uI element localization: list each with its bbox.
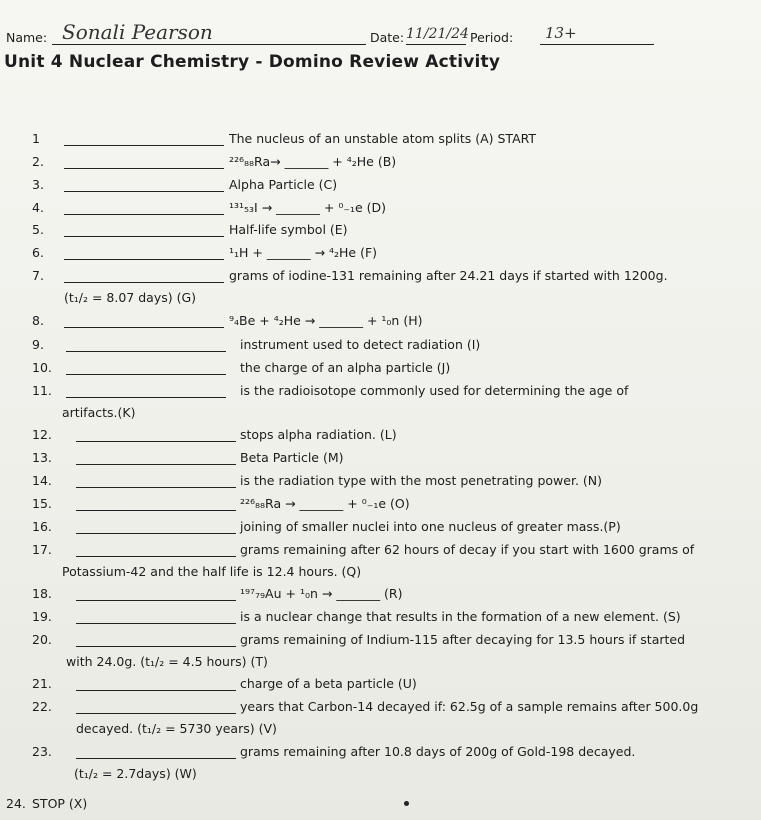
question-number: 7. xyxy=(32,268,44,283)
question-text: The nucleus of an unstable atom splits (A) START xyxy=(229,131,537,146)
question-text-continued: (t₁/₂ = 2.7days) (W) xyxy=(74,766,197,781)
question-text-continued: Potassium-42 and the half life is 12.4 hours. (Q) xyxy=(62,564,362,579)
period-handwritten: 13+ xyxy=(545,24,577,42)
answer-blank[interactable] xyxy=(66,397,226,398)
question-number: 22. xyxy=(32,699,52,714)
answer-blank[interactable] xyxy=(76,600,236,601)
answer-blank[interactable] xyxy=(76,646,236,647)
question-number: 21. xyxy=(32,676,52,691)
worksheet-title: Unit 4 Nuclear Chemistry - Domino Review Activity xyxy=(4,52,501,72)
answer-blank[interactable] xyxy=(64,191,224,192)
question-number: 13. xyxy=(32,450,52,465)
period-label: Period: xyxy=(470,30,514,45)
date-label: Date: xyxy=(370,30,405,45)
question-number: 9. xyxy=(32,337,44,352)
name-line xyxy=(52,44,366,45)
question-number: 17. xyxy=(32,542,52,557)
question-text: grams remaining of Indium-115 after decaying for 13.5 hours if started xyxy=(240,632,686,647)
question-number: 24. xyxy=(6,796,26,811)
question-text-continued: (t₁/₂ = 8.07 days) (G) xyxy=(64,290,197,305)
question-text-continued: decayed. (t₁/₂ = 5730 years) (V) xyxy=(76,721,277,736)
question-number: 3. xyxy=(32,177,44,192)
question-number: 20. xyxy=(32,632,52,647)
answer-blank[interactable] xyxy=(76,464,236,465)
question-number: 5. xyxy=(32,222,44,237)
question-text-continued: artifacts.(K) xyxy=(62,405,136,420)
question-text: ¹³¹₅₃I → _______ + ⁰₋₁e (D) xyxy=(229,200,386,215)
question-text: ⁹₄Be + ⁴₂He → _______ + ¹₀n (H) xyxy=(229,313,423,328)
question-text: STOP (X) xyxy=(32,796,88,811)
answer-blank[interactable] xyxy=(76,690,236,691)
question-number: 16. xyxy=(32,519,52,534)
period-line xyxy=(540,44,654,45)
answer-blank[interactable] xyxy=(66,374,226,375)
answer-blank[interactable] xyxy=(64,327,224,328)
answer-blank[interactable] xyxy=(76,510,236,511)
question-text: charge of a beta particle (U) xyxy=(240,676,417,691)
question-text: Alpha Particle (C) xyxy=(229,177,338,192)
answer-blank[interactable] xyxy=(64,236,224,237)
answer-blank[interactable] xyxy=(64,259,224,260)
date-handwritten: 11/21/24 xyxy=(406,26,469,42)
question-text: is a nuclear change that results in the formation of a new element. (S) xyxy=(240,609,681,624)
question-number: 8. xyxy=(32,313,44,328)
answer-blank[interactable] xyxy=(64,214,224,215)
answer-blank[interactable] xyxy=(76,533,236,534)
question-number: 15. xyxy=(32,496,52,511)
question-number: 12. xyxy=(32,427,52,442)
question-number: 4. xyxy=(32,200,44,215)
answer-blank[interactable] xyxy=(64,145,224,146)
question-text: ²²⁶₈₈Ra → _______ + ⁰₋₁e (O) xyxy=(240,496,410,511)
question-number: 2. xyxy=(32,154,44,169)
question-number: 14. xyxy=(32,473,52,488)
question-number: 18. xyxy=(32,586,52,601)
question-text-continued: with 24.0g. (t₁/₂ = 4.5 hours) (T) xyxy=(66,654,268,669)
question-text: instrument used to detect radiation (I) xyxy=(240,337,481,352)
question-text: ¹₁H + _______ → ⁴₂He (F) xyxy=(229,245,378,260)
question-text: is the radiation type with the most penetrating power. (N) xyxy=(240,473,602,488)
question-text: Half-life symbol (E) xyxy=(229,222,348,237)
answer-blank[interactable] xyxy=(76,623,236,624)
question-number: 23. xyxy=(32,744,52,759)
question-text: grams of iodine-131 remaining after 24.21 days if started with 1200g. xyxy=(229,268,668,283)
question-text: ¹⁹⁷₇₉Au + ¹₀n → _______ (R) xyxy=(240,586,403,601)
answer-blank[interactable] xyxy=(76,556,236,557)
answer-blank[interactable] xyxy=(76,441,236,442)
stray-dot xyxy=(404,801,409,806)
question-text: the charge of an alpha particle (J) xyxy=(240,360,451,375)
answer-blank[interactable] xyxy=(76,758,236,759)
question-text: joining of smaller nuclei into one nucleus of greater mass.(P) xyxy=(240,519,621,534)
question-number: 11. xyxy=(32,383,52,398)
answer-blank[interactable] xyxy=(76,487,236,488)
question-text: grams remaining after 10.8 days of 200g of Gold-198 decayed. xyxy=(240,744,636,759)
date-line xyxy=(406,44,466,45)
question-text: is the radioisotope commonly used for determining the age of xyxy=(240,383,629,398)
question-text: Beta Particle (M) xyxy=(240,450,344,465)
question-text: stops alpha radiation. (L) xyxy=(240,427,397,442)
question-number: 10. xyxy=(32,360,52,375)
answer-blank[interactable] xyxy=(66,351,226,352)
name-label: Name: xyxy=(6,30,48,45)
name-handwritten: Sonali Pearson xyxy=(62,20,213,44)
question-number: 19. xyxy=(32,609,52,624)
answer-blank[interactable] xyxy=(76,713,236,714)
question-text: years that Carbon-14 decayed if: 62.5g of a sample remains after 500.0g xyxy=(240,699,699,714)
answer-blank[interactable] xyxy=(64,168,224,169)
question-number: 1 xyxy=(32,131,40,146)
question-number: 6. xyxy=(32,245,44,260)
question-text: ²²⁶₈₈Ra→ _______ + ⁴₂He (B) xyxy=(229,154,397,169)
question-text: grams remaining after 62 hours of decay if you start with 1600 grams of xyxy=(240,542,695,557)
answer-blank[interactable] xyxy=(64,282,224,283)
